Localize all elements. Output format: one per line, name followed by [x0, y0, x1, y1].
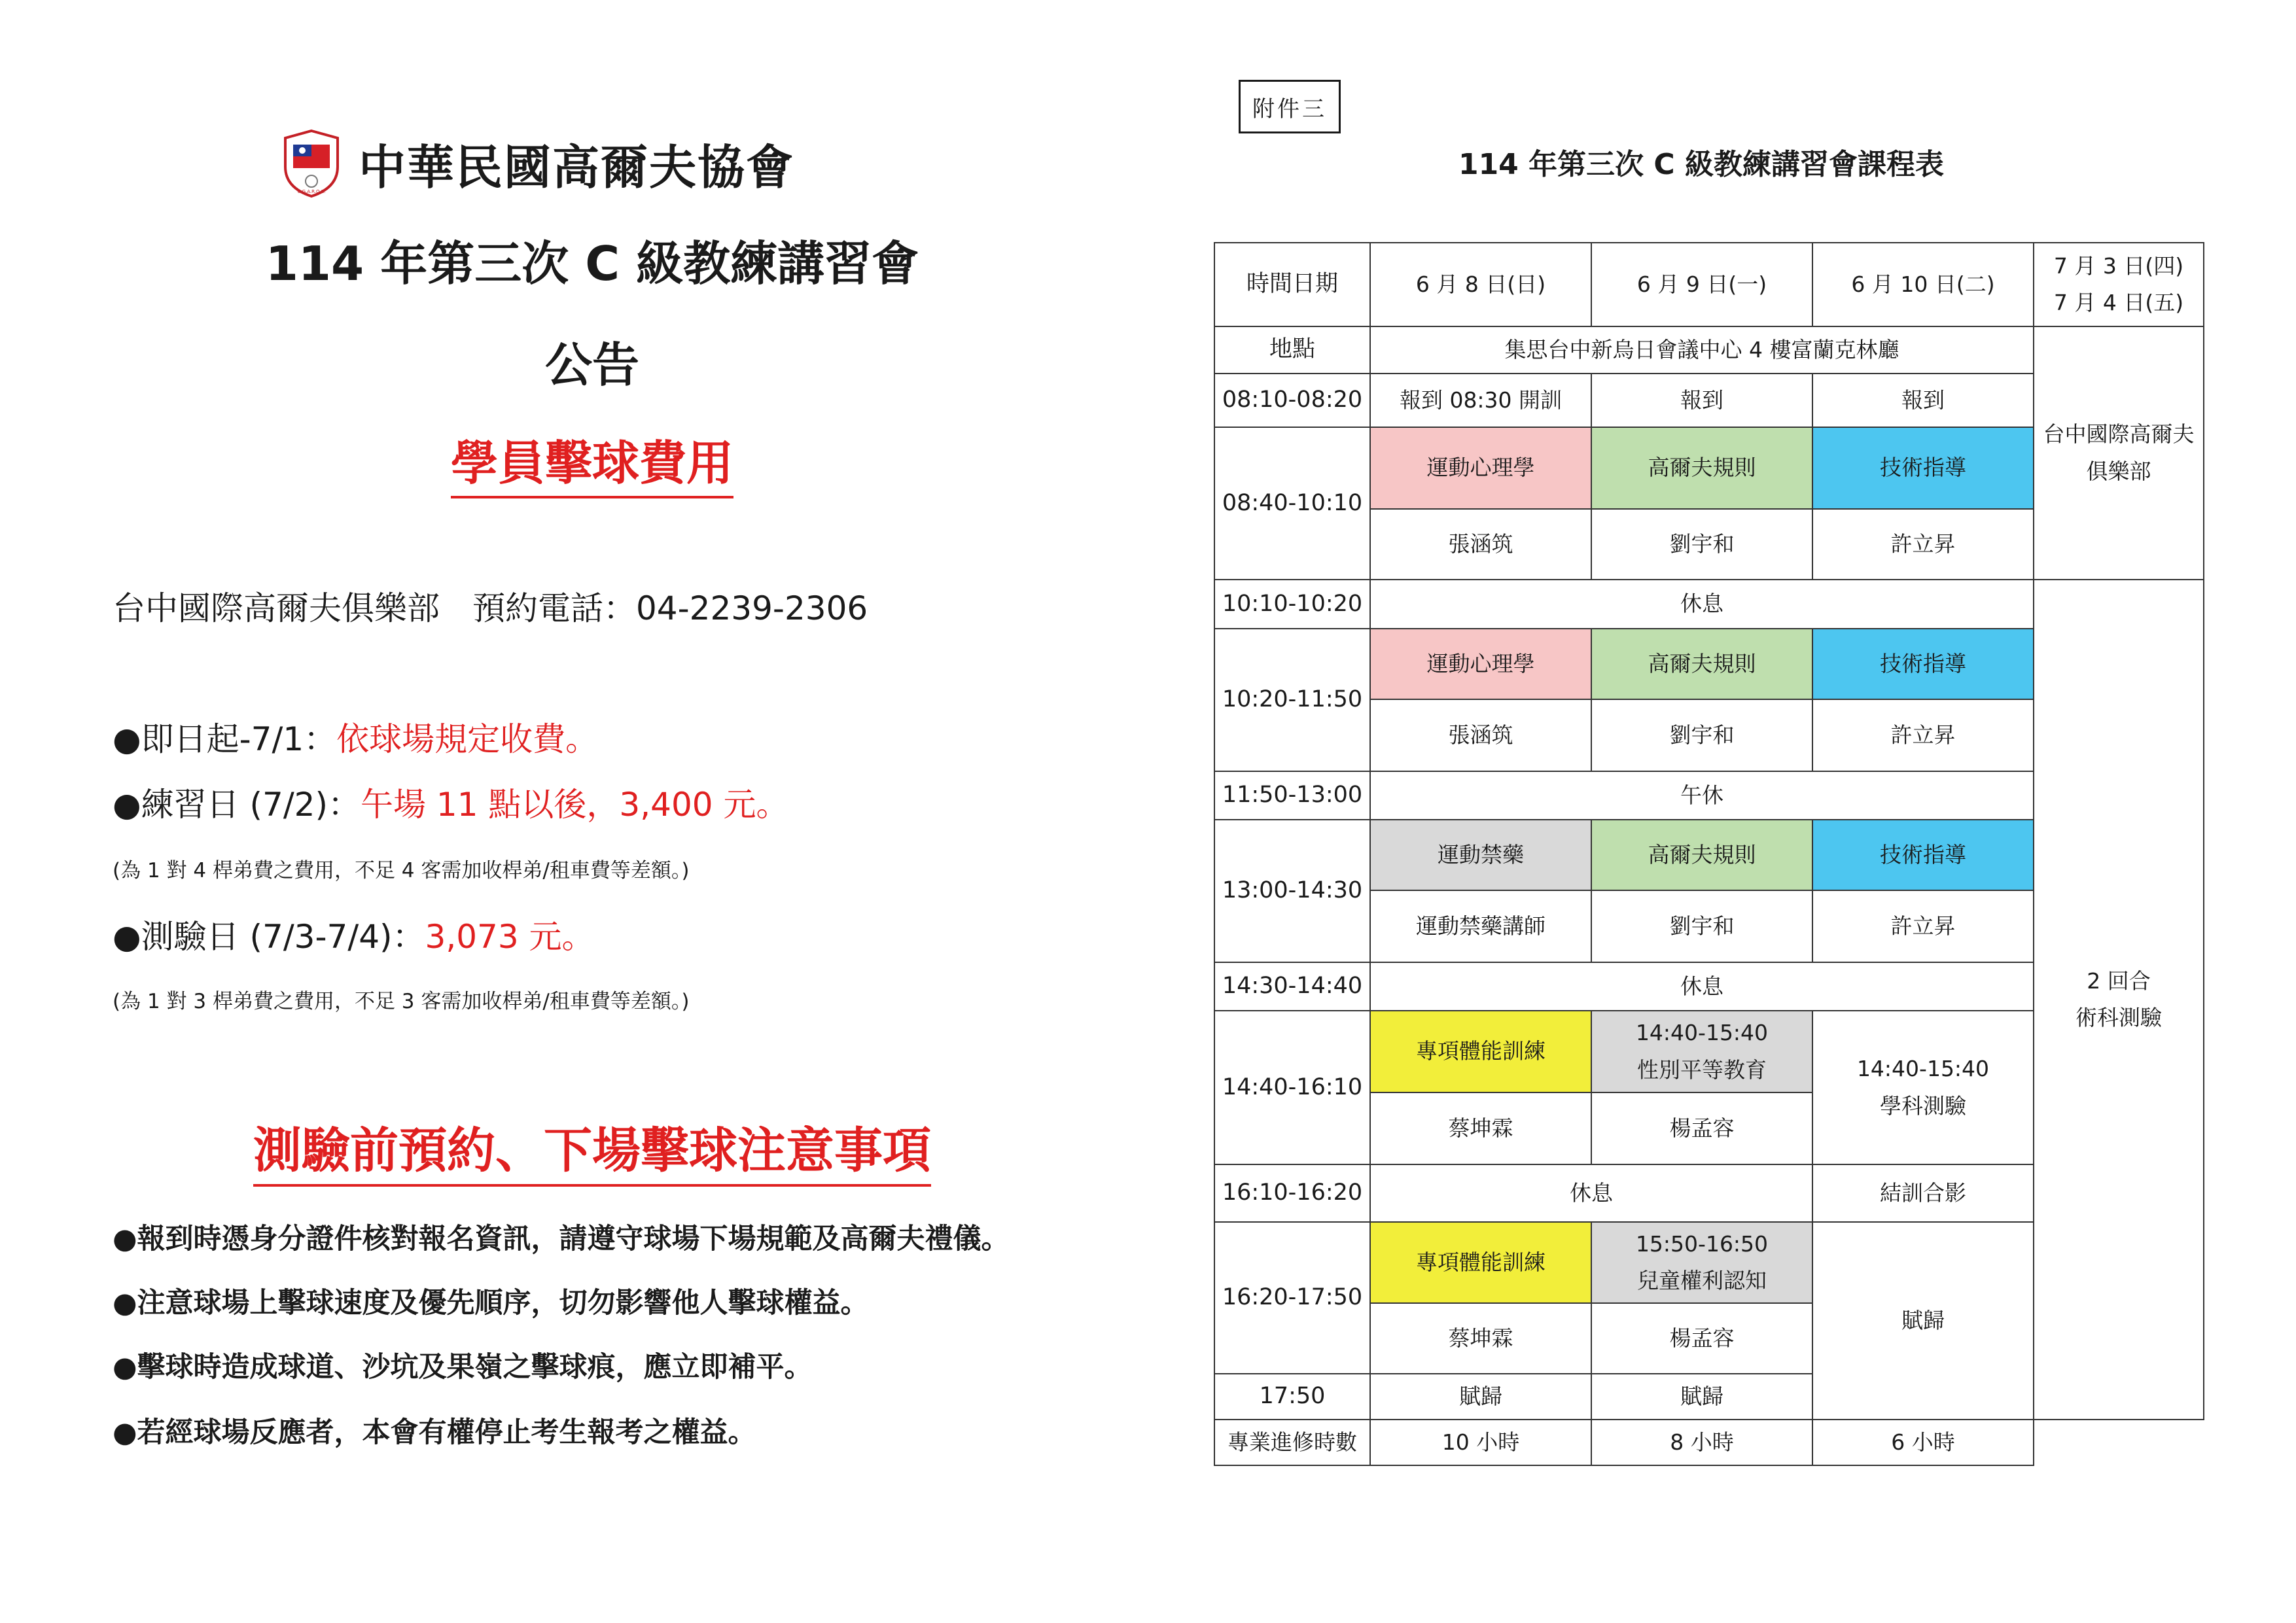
time-slot: 16:10-16:20	[1214, 1164, 1370, 1222]
course-cell: 運動心理學	[1370, 427, 1591, 509]
schedule-cell: 賦歸	[1812, 1222, 2034, 1420]
exam-line: 2 回合	[2087, 968, 2151, 994]
exam-day-1: 7 月 3 日(四)	[2053, 253, 2184, 279]
logo-text: C.G.A.R.O.C.	[297, 189, 326, 194]
lecturer-cell: 張涵筑	[1370, 699, 1591, 771]
notice-item: ●報到時憑身分證件核對報名資訊，請遵守球場下場規範及高爾夫禮儀。	[113, 1223, 1010, 1255]
schedule-cell: 報到	[1591, 374, 1812, 427]
day-header: 6 月 9 日(一)	[1591, 243, 1812, 326]
org-header	[281, 124, 794, 203]
fee-label: ●練習日 (7/2)：	[113, 786, 361, 824]
lecturer-cell: 運動禁藥講師	[1370, 890, 1591, 962]
lecturer-cell: 許立昇	[1812, 890, 2034, 962]
fee-value: 3,073 元。	[425, 918, 595, 956]
lecturer-cell: 蔡坤霖	[1370, 1092, 1591, 1164]
course-cell: 高爾夫規則	[1591, 820, 1812, 890]
lecturer-cell: 劉宇和	[1591, 890, 1812, 962]
fee-note: (為 1 對 3 桿弟費之費用，不足 3 客需加收桿弟/租車費等差額。)	[113, 990, 690, 1013]
course-time: 14:40-15:40	[1856, 1056, 1990, 1082]
lecturer-cell: 許立昇	[1812, 509, 2034, 580]
location-value: 集思台中新烏日會議中心 4 樓富蘭克林廳	[1370, 326, 2034, 374]
venue-line: 台中國際高爾夫	[2043, 421, 2195, 447]
header-time-date: 時間日期	[1214, 243, 1370, 326]
announce-title: 公告	[544, 338, 639, 393]
fee-line	[113, 778, 788, 826]
fee-note: (為 1 對 4 桿弟費之費用，不足 4 客需加收桿弟/租車費等差額。)	[113, 859, 690, 882]
lecturer-cell: 張涵筑	[1370, 509, 1591, 580]
course-cell	[1591, 1222, 1812, 1303]
org-name: 中華民國高爾夫協會	[359, 140, 795, 195]
hours-label: 專業進修時數	[1214, 1420, 1370, 1465]
course-cell: 技術指導	[1812, 820, 2034, 890]
schedule-cell: 報到 08:30 開訓	[1370, 374, 1591, 427]
time-slot: 08:10-08:20	[1214, 374, 1370, 427]
schedule-cell: 報到	[1812, 374, 2034, 427]
notice-item: ●注意球場上擊球速度及優先順序，切勿影響他人擊球權益。	[113, 1287, 869, 1319]
hours-cell: 6 小時	[1812, 1420, 2034, 1465]
exam-line: 術科測驗	[2075, 1005, 2162, 1030]
fee-label: ●即日起-7/1：	[113, 720, 337, 758]
course-cell: 高爾夫規則	[1591, 427, 1812, 509]
table-row	[1214, 326, 2204, 374]
course-cell: 運動禁藥	[1370, 820, 1591, 890]
course-cell	[1812, 1011, 2034, 1164]
lecturer-cell: 許立昇	[1812, 699, 2034, 771]
notice-item: ●擊球時造成球道、沙坑及果嶺之擊球痕，應立即補平。	[113, 1351, 813, 1384]
lecturer-cell: 劉宇和	[1591, 509, 1812, 580]
course-cell	[1591, 1011, 1812, 1092]
course-name: 學科測驗	[1880, 1092, 1966, 1119]
fee-title	[0, 425, 1184, 493]
fee-title-text: 學員擊球費用	[451, 436, 733, 498]
time-slot: 17:50	[1214, 1374, 1370, 1420]
break-cell: 休息	[1370, 1164, 1812, 1222]
break-cell: 休息	[1370, 580, 2034, 629]
schedule-cell: 賦歸	[1370, 1374, 1591, 1420]
time-slot: 14:40-16:10	[1214, 1011, 1370, 1164]
lecturer-cell: 楊孟容	[1591, 1092, 1812, 1164]
day-header: 6 月 10 日(二)	[1812, 243, 2034, 326]
course-name: 兒童權利認知	[1637, 1268, 1767, 1293]
schedule-cell: 結訓合影	[1812, 1164, 2034, 1222]
course-cell: 專項體能訓練	[1370, 1222, 1591, 1303]
fee-line	[113, 713, 598, 760]
course-cell: 技術指導	[1812, 427, 2034, 509]
time-slot: 11:50-13:00	[1214, 771, 1370, 820]
day-header-exam	[2034, 243, 2204, 326]
time-slot: 13:00-14:30	[1214, 820, 1370, 962]
fee-value: 依球場規定收費。	[336, 720, 599, 758]
fee-label: ●測驗日 (7/3-7/4)：	[113, 918, 425, 956]
table-row	[1214, 243, 2204, 326]
location-label: 地點	[1214, 326, 1370, 374]
attachment-label: 附件三	[1239, 80, 1341, 133]
venue-cell	[2034, 326, 2204, 580]
course-name: 性別平等教育	[1637, 1056, 1767, 1083]
lecturer-cell: 蔡坤霖	[1370, 1303, 1591, 1374]
course-time: 14:40-15:40	[1635, 1020, 1769, 1046]
time-slot: 10:10-10:20	[1214, 580, 1370, 629]
course-time: 15:50-16:50	[1635, 1230, 1769, 1257]
venue-line: 俱樂部	[2086, 458, 2151, 484]
schedule-title: 114 年第三次 C 級教練講習會課程表	[1458, 148, 1945, 181]
course-cell: 技術指導	[1812, 629, 2034, 699]
break-cell: 休息	[1370, 962, 2034, 1011]
contact-info: 台中國際高爾夫俱樂部 預約電話：04-2239-2306	[113, 589, 868, 627]
exam-day-2: 7 月 4 日(五)	[2053, 290, 2184, 315]
time-slot: 08:40-10:10	[1214, 427, 1370, 580]
time-slot: 16:20-17:50	[1214, 1222, 1370, 1374]
schedule-cell: 賦歸	[1591, 1374, 1812, 1420]
notice-item: ●若經球場反應者，本會有權停止考生報考之權益。	[113, 1416, 756, 1449]
lecturer-cell: 劉宇和	[1591, 699, 1812, 771]
fee-line	[113, 911, 595, 958]
exam-cell	[2034, 580, 2204, 1420]
course-cell: 運動心理學	[1370, 629, 1591, 699]
event-title: 114 年第三次 C 級教練講習會	[265, 236, 919, 291]
notes-title	[0, 1112, 1184, 1181]
table-row	[1214, 1420, 2204, 1465]
course-schedule-table	[1214, 242, 2204, 1466]
table-row	[1214, 580, 2204, 629]
association-logo-icon	[281, 129, 342, 198]
hours-cell: 8 小時	[1591, 1420, 1812, 1465]
time-slot: 10:20-11:50	[1214, 629, 1370, 771]
day-header: 6 月 8 日(日)	[1370, 243, 1591, 326]
course-cell: 專項體能訓練	[1370, 1011, 1591, 1092]
lecturer-cell: 楊孟容	[1591, 1303, 1812, 1374]
break-cell: 午休	[1370, 771, 2034, 820]
notes-title-text: 測驗前預約、下場擊球注意事項	[253, 1123, 931, 1187]
fee-value: 午場 11 點以後，3,400 元。	[361, 786, 789, 824]
time-slot: 14:30-14:40	[1214, 962, 1370, 1011]
course-cell: 高爾夫規則	[1591, 629, 1812, 699]
hours-cell: 10 小時	[1370, 1420, 1591, 1465]
